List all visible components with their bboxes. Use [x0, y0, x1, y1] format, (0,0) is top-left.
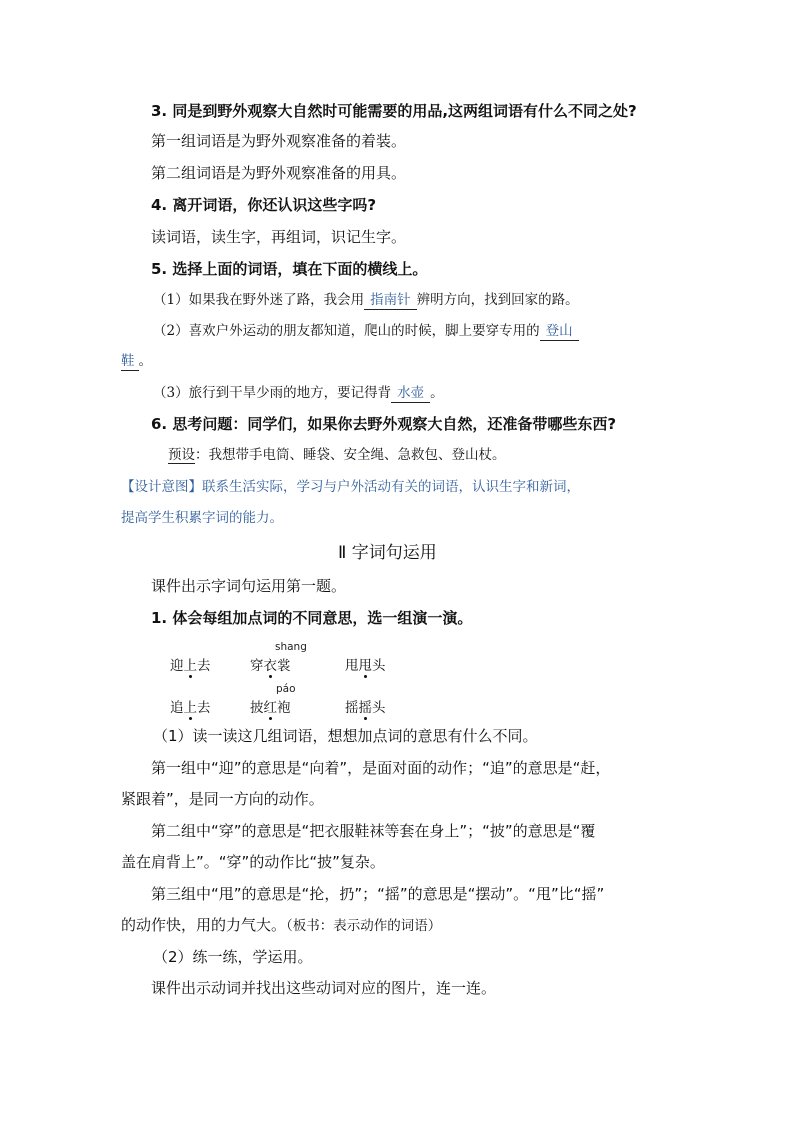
- blank-answer-hiking-2: 鞋: [121, 353, 139, 371]
- sentence-2: [153, 320, 579, 342]
- group-1-explain-line-2: 紧跟着”，是同一方向的动作。: [121, 790, 324, 808]
- group-3-explain-line-2: [121, 914, 441, 937]
- sub-question-1: （1）读一读这几组词语，想想加点词的意思有什么不同。: [153, 727, 538, 745]
- section-intro: 课件出示字词句运用第一题。: [151, 577, 347, 595]
- question-3-answer-2: 第二组词语是为野外观察准备的用具。: [151, 164, 407, 182]
- sentence-3-post: 。: [430, 385, 444, 401]
- pinyin-pao: páo: [276, 683, 296, 695]
- final-instruction: 课件出示动词并找出这些动词对应的图片，连一连。: [151, 979, 497, 997]
- question-4-title: 4. 离开词语，你还认识这些字吗?: [151, 196, 377, 214]
- group-2-explain-line-1: 第二组中“穿”的意思是“把衣服鞋袜等套在身上”；“披”的意思是“覆: [151, 822, 596, 840]
- sentence-1: [153, 289, 579, 311]
- group-2-explain-line-2: 盖在肩背上”。“穿”的动作比“披”复杂。: [121, 853, 385, 871]
- sub-question-2: （2）练一练，学运用。: [153, 948, 313, 966]
- blank-answer-hiking-1: 登山: [540, 323, 579, 341]
- group-1-explain-line-1: 第一组中“迎”的意思是“向着”，是面对面的动作；“追”的意思是“赶，: [151, 759, 611, 777]
- blank-answer-kettle: 水壶: [391, 385, 430, 403]
- question-3-answer-1: 第一组词语是为野外观察准备的着装。: [151, 132, 407, 150]
- dotted-word: 追上去: [170, 700, 211, 716]
- pinyin-shang: shang: [275, 641, 307, 653]
- dotted-word: 甩甩头: [345, 658, 386, 674]
- sentence-2-cont: [121, 350, 152, 372]
- blackboard-note: （板书：表示动作的词语）: [286, 918, 442, 934]
- sentence-1-pre: （1）如果我在野外迷了路，我会用: [153, 292, 365, 308]
- sentence-2-post: 。: [138, 353, 152, 369]
- design-intent-line-1: 【设计意图】联系生活实际，学习与户外活动有关的词语，认识生字和新词，: [121, 479, 580, 495]
- exercise-1-title: 1. 体会每组加点词的不同意思，选一组演一演。: [151, 609, 473, 627]
- word-ying-shang-qu: [170, 656, 211, 676]
- sentence-3-pre: （3）旅行到干旱少雨的地方，要记得背: [153, 385, 392, 401]
- question-5-title: 5. 选择上面的词语，填在下面的横线上。: [151, 260, 428, 278]
- design-intent-line-2: 提高学生积累字词的能力。: [121, 510, 283, 526]
- dotted-word: 穿衣裳: [250, 658, 291, 674]
- section-heading: Ⅱ 字词句运用: [338, 543, 437, 563]
- question-4-answer: 读词语，读生字，再组词，识记生字。: [151, 228, 407, 246]
- sentence-2-pre: （2）喜欢户外运动的朋友都知道，爬山的时候，脚上要穿专用的: [153, 323, 540, 339]
- word-shuai-shuai-tou: [345, 656, 386, 676]
- preset-text: ：我想带手电筒、睡袋、安全绳、急救包、登山杖。: [195, 447, 506, 463]
- word-yao-yao-tou: [345, 698, 386, 718]
- group-3-explain-line-1: 第三组中“甩”的意思是“抡，扔”；“摇”的意思是“摆动”。“甩”比“摇”: [151, 885, 605, 903]
- sentence-3: [153, 382, 444, 404]
- preset-answer: [168, 444, 506, 466]
- preset-label: 预设: [168, 447, 195, 463]
- dotted-word: 摇摇头: [345, 700, 386, 716]
- sentence-1-post: 辨明方向，找到回家的路。: [416, 292, 579, 308]
- dotted-word: 披红袍: [250, 700, 291, 716]
- blank-answer-compass: 指南针: [364, 292, 417, 310]
- word-chuan-yi-shang: [250, 656, 291, 676]
- word-pi-hong-pao: [250, 698, 291, 718]
- question-6-title: 6. 思考问题：同学们，如果你去野外观察大自然，还准备带哪些东西?: [151, 415, 617, 433]
- word-zhui-shang-qu: [170, 698, 211, 718]
- question-3-title: 3. 同是到野外观察大自然时可能需要的用品,这两组词语有什么不同之处?: [151, 102, 637, 120]
- group-3-explain-text: 的动作快，用的力气大。: [121, 916, 287, 934]
- dotted-word: 迎上去: [170, 658, 211, 674]
